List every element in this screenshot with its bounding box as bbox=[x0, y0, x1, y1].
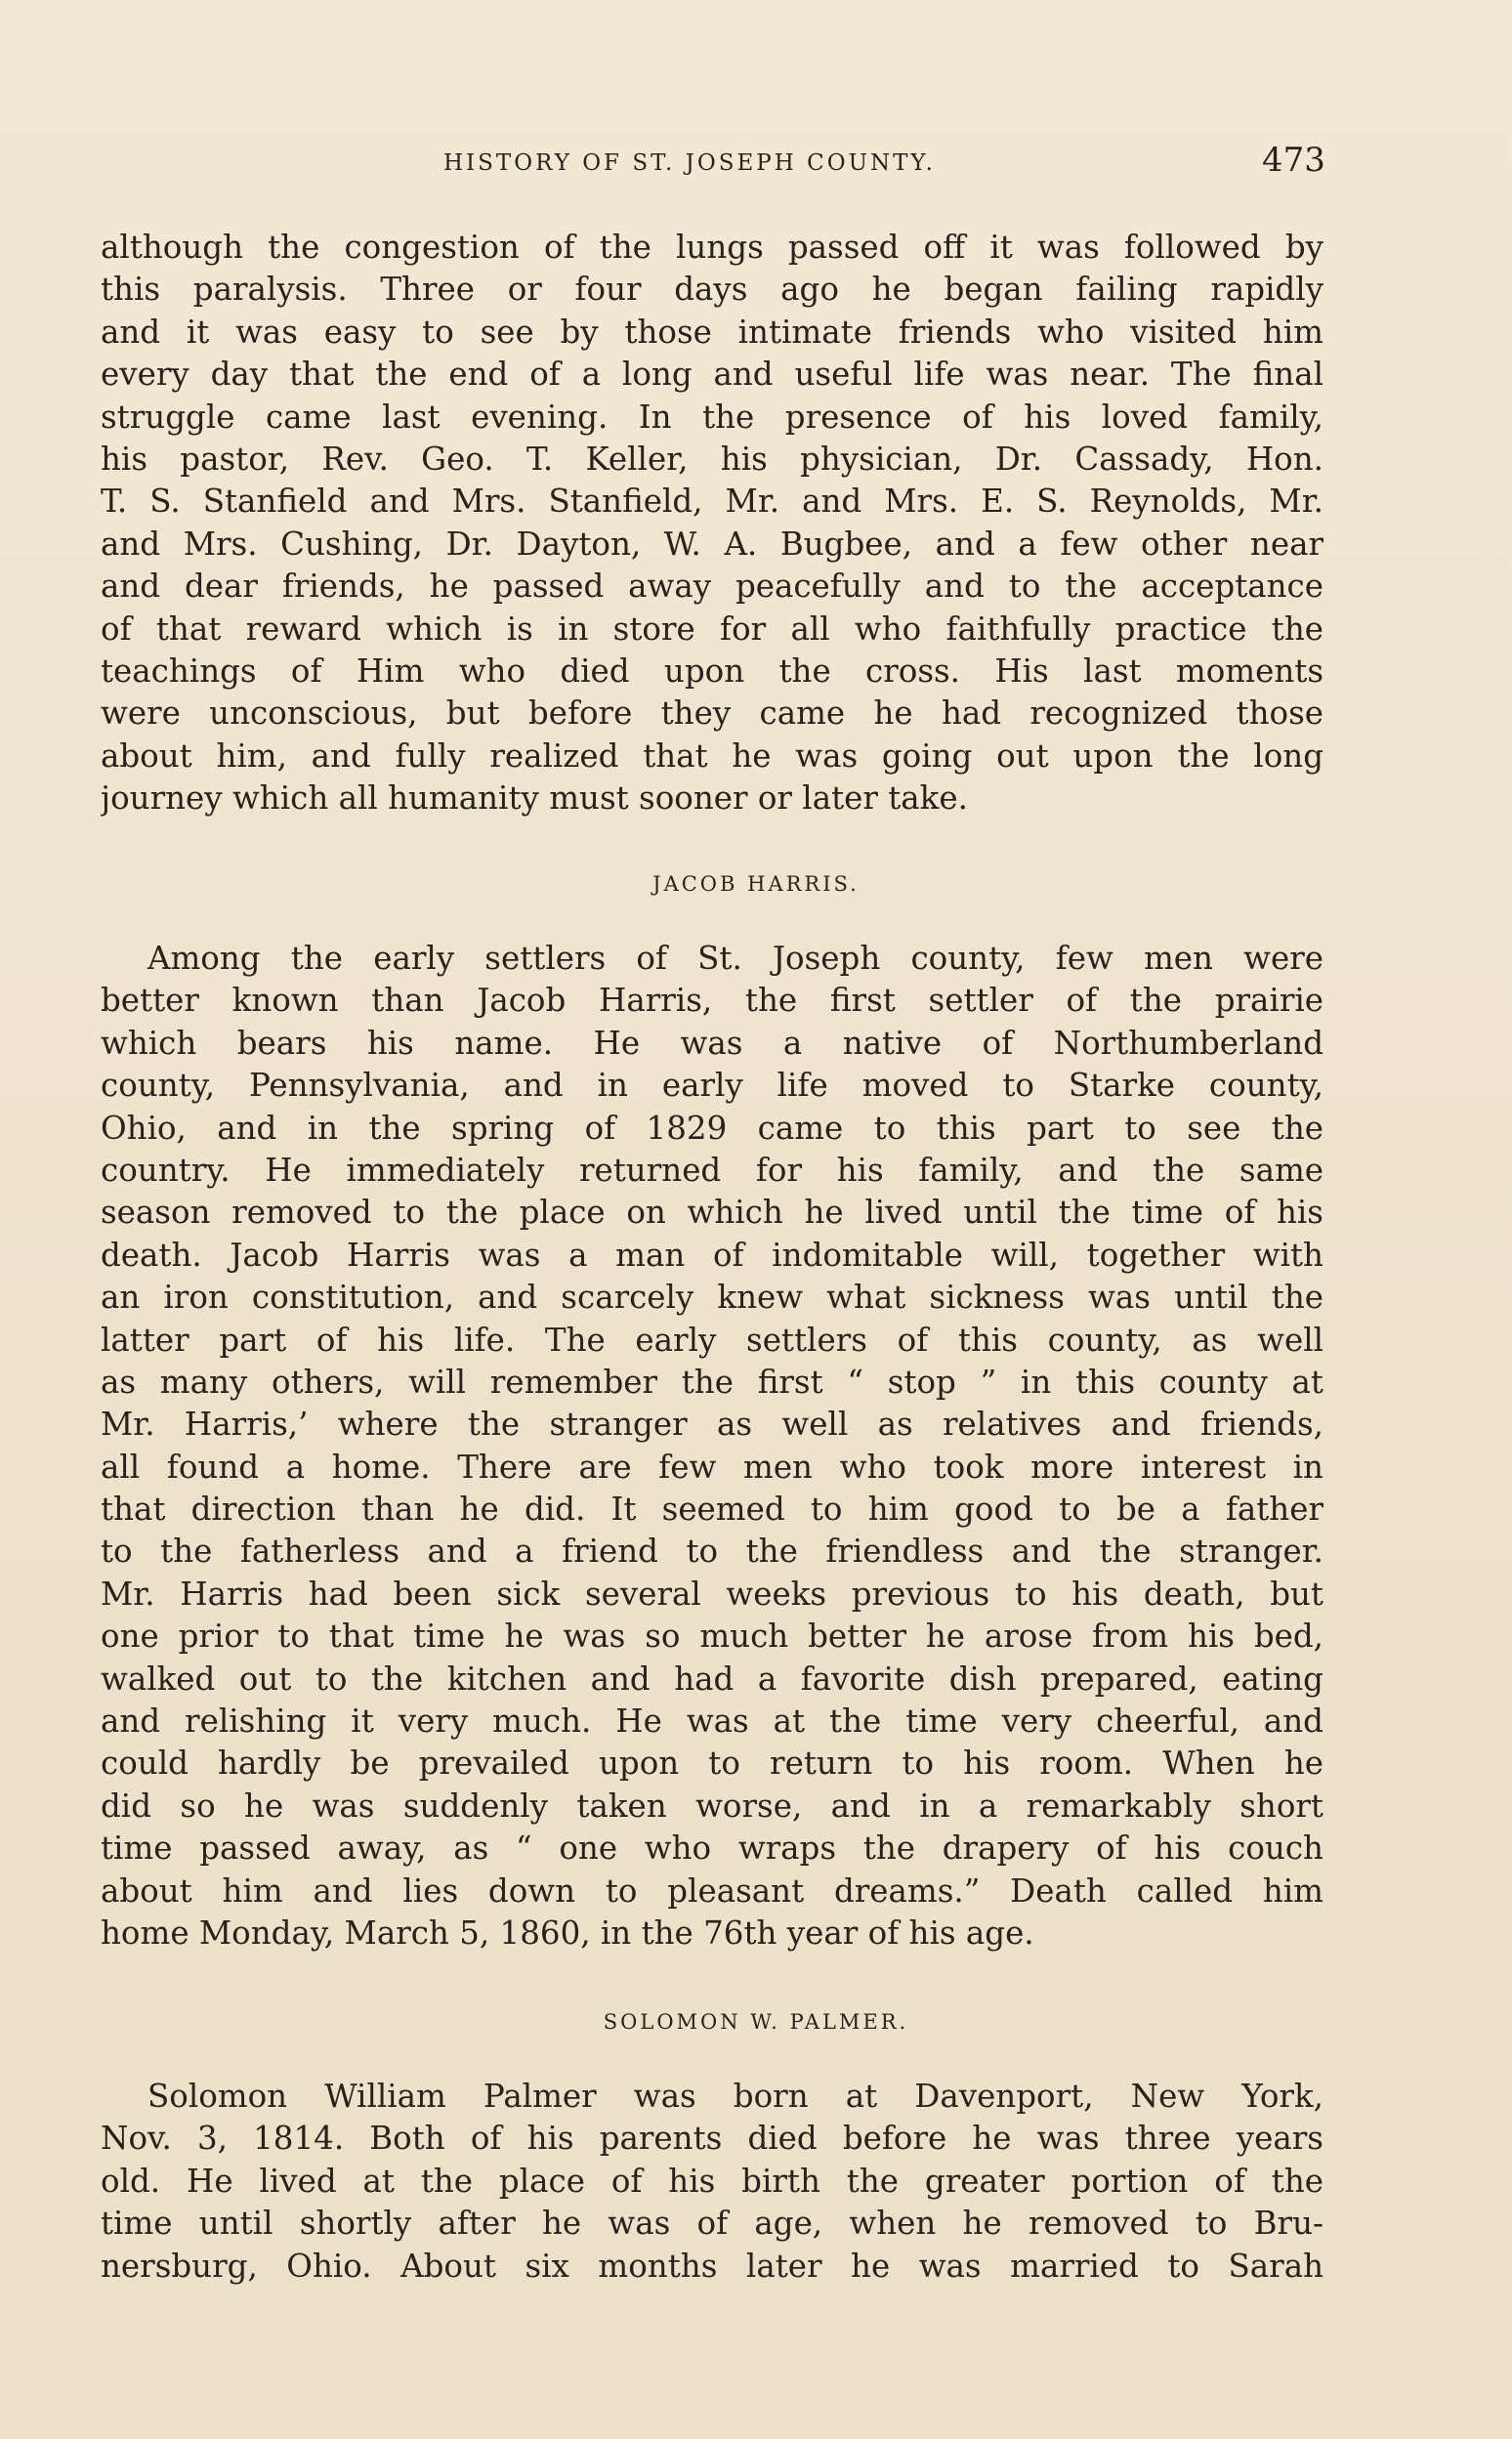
text-line: Solomon William Palmer was born at Davenport, New York, bbox=[147, 2078, 1323, 2115]
text-line: his pastor, Rev. Geo. T. Keller, his physician, Dr. Cassady, Hon. bbox=[101, 440, 1323, 478]
section-body-jacob-harris bbox=[101, 938, 1323, 1955]
text-line: latter part of his life. The early settlers of this county, as well bbox=[101, 1321, 1323, 1359]
text-line: Mr. Harris had been sick several weeks previous to his death, but bbox=[101, 1575, 1323, 1613]
text-line: about him and lies down to pleasant dreams.” Death called him bbox=[101, 1871, 1323, 1910]
text-line: all found a home. There are few men who took more interest in bbox=[101, 1448, 1323, 1486]
text-line: and it was easy to see by those intimate friends who visited him bbox=[101, 313, 1323, 351]
text-line: journey which all humanity must sooner or later take. bbox=[101, 779, 968, 818]
text-line: Among the early settlers of St. Joseph county, few men were bbox=[147, 940, 1323, 977]
text-line: time passed away, as “ one who wraps the drapery of his couch bbox=[101, 1829, 1323, 1868]
text-line: one prior to that time he was so much better he arose from his bed, bbox=[101, 1618, 1323, 1656]
text-line: better known than Jacob Harris, the first settler of the prairie bbox=[101, 982, 1323, 1020]
text-line: death. Jacob Harris was a man of indomitable will, together with bbox=[101, 1236, 1323, 1274]
text-line: of that reward which is in store for all who faithfully practice the bbox=[101, 610, 1323, 648]
text-line: home Monday, March 5, 1860, in the 76th year of his age. bbox=[101, 1913, 1034, 1952]
text-line: Nov. 3, 1814. Both of his parents died before he was three years bbox=[101, 2120, 1323, 2158]
text-line: country. He immediately returned for his family, and the same bbox=[101, 1151, 1323, 1189]
text-line: as many others, will remember the first “ stop ” in this county at bbox=[101, 1363, 1323, 1401]
text-line: every day that the end of a long and useful life was near. The final bbox=[101, 356, 1323, 394]
section-heading-solomon-palmer: SOLOMON W. PALMER. bbox=[603, 2010, 909, 2034]
text-line: old. He lived at the place of his birth the greater portion of the bbox=[101, 2162, 1323, 2200]
text-line: and dear friends, he passed away peacefully and to the acceptance bbox=[101, 568, 1323, 606]
running-header bbox=[0, 141, 1512, 186]
text-line: season removed to the place on which he lived until the time of his bbox=[101, 1194, 1323, 1232]
paragraph-continuation bbox=[101, 227, 1323, 820]
text-line: teachings of Him who died upon the cross. His last moments bbox=[101, 652, 1323, 690]
text-line: could hardly be prevailed upon to return to his room. When he bbox=[101, 1745, 1323, 1783]
text-line: an iron constitution, and scarcely knew what sickness was until the bbox=[101, 1279, 1323, 1317]
text-line: to the fatherless and a friend to the friendless and the stranger. bbox=[101, 1533, 1323, 1571]
section-body-solomon-palmer bbox=[101, 2076, 1323, 2288]
running-title: HISTORY OF ST. JOSEPH COUNTY. bbox=[443, 150, 936, 176]
text-line: county, Pennsylvania, and in early life moved to Starke county, bbox=[101, 1067, 1323, 1105]
text-line: this paralysis. Three or four days ago he began failing rapidly bbox=[101, 271, 1323, 309]
text-line: did so he was suddenly taken worse, and in a remarkably short bbox=[101, 1787, 1323, 1825]
text-line: Mr. Harris,’ where the stranger as well as relatives and friends, bbox=[101, 1406, 1323, 1444]
section-heading-jacob-harris: JACOB HARRIS. bbox=[652, 872, 860, 896]
text-line: nersburg, Ohio. About six months later he was married to Sarah bbox=[101, 2247, 1323, 2285]
text-line: and Mrs. Cushing, Dr. Dayton, W. A. Bugbee, and a few other near bbox=[101, 525, 1323, 563]
page-number: 473 bbox=[1262, 141, 1325, 180]
text-line: and relishing it very much. He was at the time very cheerful, and bbox=[101, 1703, 1323, 1741]
text-line: were unconscious, but before they came he had recognized those bbox=[101, 694, 1323, 733]
text-line: which bears his name. He was a native of Northumberland bbox=[101, 1024, 1323, 1062]
text-line: struggle came last evening. In the presence of his loved family, bbox=[101, 398, 1323, 436]
text-line: time until shortly after he was of age, when he removed to Bru- bbox=[101, 2205, 1323, 2243]
text-line: T. S. Stanfield and Mrs. Stanfield, Mr. and Mrs. E. S. Reynolds, Mr. bbox=[101, 483, 1323, 521]
text-line: about him, and fully realized that he was going out upon the long bbox=[101, 736, 1323, 775]
text-line: that direction than he did. It seemed to him good to be a father bbox=[101, 1491, 1323, 1529]
text-line: walked out to the kitchen and had a favorite dish prepared, eating bbox=[101, 1660, 1323, 1698]
text-line: Ohio, and in the spring of 1829 came to this part to see the bbox=[101, 1109, 1323, 1147]
text-line: although the congestion of the lungs passed off it was followed by bbox=[101, 229, 1323, 266]
